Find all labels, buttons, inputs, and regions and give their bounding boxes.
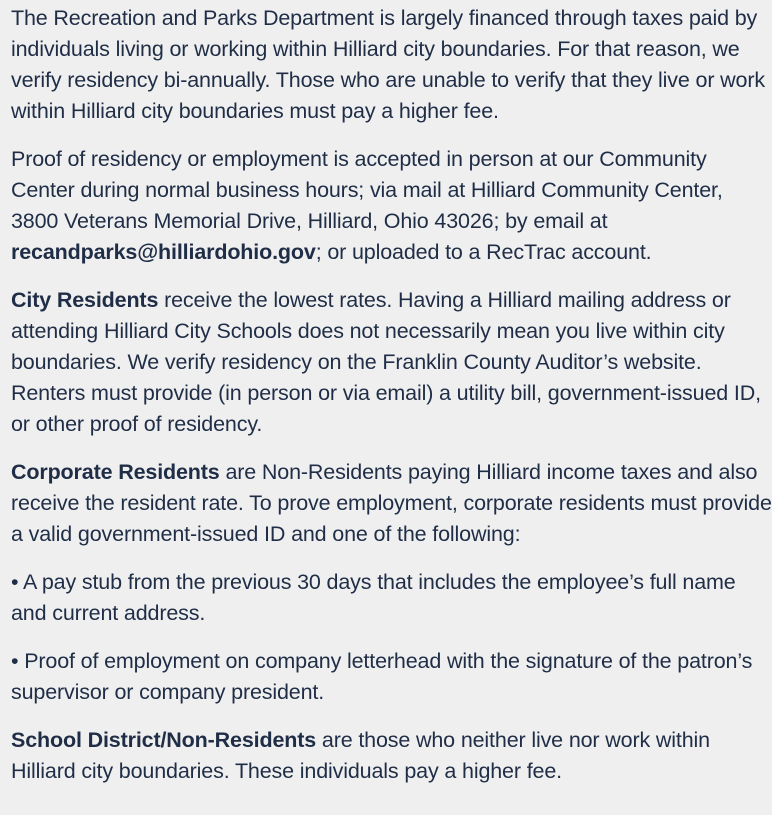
corporate-residents-paragraph bbox=[11, 457, 772, 550]
non-residents-paragraph bbox=[11, 725, 772, 787]
proof-text-after: ; or uploaded to a RecTrac account. bbox=[315, 240, 652, 264]
intro-paragraph: The Recreation and Parks Department is largely financed through taxes paid by individuals living or working within Hilliard city boundaries. For that reason, we verify residency bi-annually. Those who are unable to verify that they live or work within Hilliard city boundaries must pay a higher fee. bbox=[11, 6, 765, 123]
email-address: recandparks@hilliardohio.gov bbox=[11, 240, 316, 264]
city-residents-term: City Residents bbox=[11, 288, 159, 312]
bullet-letterhead: • Proof of employment on company letterhead with the signature of the patron’s supervisor or company president. bbox=[11, 649, 753, 704]
residency-policy-document bbox=[0, 3, 772, 787]
proof-of-residency-paragraph bbox=[11, 144, 772, 268]
non-residents-term: School District/Non-Residents bbox=[11, 728, 317, 752]
non-residents-text: are those who neither live nor work within Hilliard city boundaries. These individuals pay a higher fee. bbox=[11, 728, 710, 783]
bullet-pay-stub: • A pay stub from the previous 30 days that includes the employee’s full name and current address. bbox=[11, 570, 736, 625]
city-residents-paragraph bbox=[11, 285, 772, 440]
corporate-residents-text: are Non-Residents paying Hilliard income taxes and also receive the resident rate. To prove employment, corporate residents must provide a valid government-issued ID and one of the following: bbox=[11, 460, 772, 546]
proof-text-before: Proof of residency or employment is accepted in person at our Community Center during normal business hours; via mail at Hilliard Community Center, 3800 Veterans Memorial Drive, Hilliard, Ohio 43026; by email at bbox=[11, 147, 723, 233]
corporate-residents-term: Corporate Residents bbox=[11, 460, 220, 484]
city-residents-text: receive the lowest rates. Having a Hilliard mailing address or attending Hilliard City Schools does not necessarily mean you live within city boundaries. We verify residency on the Franklin County Auditor’s website. Renters must provide (in person or via email) a utility bill, government-issued ID, or other proof of residency. bbox=[11, 288, 761, 436]
